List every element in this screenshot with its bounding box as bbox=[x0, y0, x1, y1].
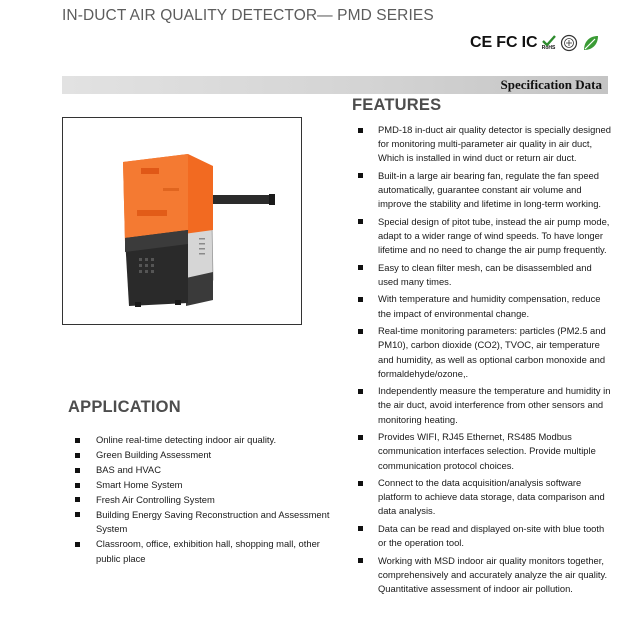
fcc-mark-icon: FC bbox=[496, 34, 518, 51]
application-item bbox=[74, 448, 344, 463]
feature-text: Provides WIFI, RJ45 Ethernet, RS485 Modbus communication interfaces selection. Provide multiple communication protocol choices. bbox=[378, 431, 596, 471]
features-list bbox=[356, 123, 612, 600]
certification-marks bbox=[470, 34, 600, 52]
feature-item bbox=[356, 476, 612, 519]
bullet-icon bbox=[75, 438, 80, 443]
bullet-icon bbox=[75, 542, 80, 547]
feature-item bbox=[356, 261, 612, 289]
bullet-icon bbox=[358, 558, 363, 563]
bullet-icon bbox=[358, 297, 363, 302]
feature-text: Connect to the data acquisition/analysis software platform to achieve data storage, data comparison and data analysis. bbox=[378, 477, 605, 517]
feature-item bbox=[356, 292, 612, 320]
bullet-icon bbox=[358, 219, 363, 224]
application-item bbox=[74, 478, 344, 493]
feature-item bbox=[356, 215, 612, 258]
bullet-icon bbox=[358, 329, 363, 334]
bullet-icon bbox=[358, 526, 363, 531]
features-heading: FEATURES bbox=[352, 96, 442, 114]
application-text: Online real-time detecting indoor air quality. bbox=[96, 434, 277, 445]
feature-text: Data can be read and displayed on-site with blue tooth or the operation tool. bbox=[378, 522, 605, 549]
bullet-icon bbox=[358, 481, 363, 486]
application-item bbox=[74, 463, 344, 478]
air-quality-detector-device-image bbox=[63, 118, 301, 324]
bullet-icon bbox=[358, 173, 363, 178]
green-leaf-cert-icon bbox=[582, 34, 600, 52]
specification-bar bbox=[62, 76, 608, 94]
rohs-label: RoHS bbox=[541, 45, 556, 51]
application-item bbox=[74, 433, 344, 448]
application-item bbox=[74, 493, 344, 508]
application-heading: APPLICATION bbox=[68, 398, 181, 416]
application-text: Smart Home System bbox=[96, 478, 183, 490]
feature-text: Built-in a large air bearing fan, regulate the fan speed automatically, guarantee constant air volume and improve the stability and lifetime in long-term working. bbox=[378, 169, 602, 210]
feature-item bbox=[356, 554, 612, 597]
ce-mark-icon: CE bbox=[470, 34, 493, 51]
application-text: Fresh Air Controlling System bbox=[96, 493, 215, 505]
specification-label: Specification Data bbox=[500, 77, 602, 92]
bullet-icon bbox=[358, 265, 363, 270]
feature-text: PMD-18 in-duct air quality detector is specially designed for monitoring multi-parameter air quality in air duct, Which is installed in wind duct or return air duct. bbox=[378, 124, 611, 164]
round-cert-seal-icon bbox=[560, 34, 578, 52]
bullet-icon bbox=[358, 389, 363, 394]
bullet-icon bbox=[358, 128, 363, 133]
application-list bbox=[74, 433, 344, 567]
document-title: IN-DUCT AIR QUALITY DETECTOR— PMD SERIES bbox=[62, 7, 434, 24]
application-text: Building Energy Saving Reconstruction and Assessment System bbox=[96, 508, 330, 535]
application-text: Classroom, office, exhibition hall, shopping mall, other public place bbox=[96, 538, 320, 565]
feature-text: Independently measure the temperature and humidity in the air duct, avoid interference from other sensors and monitoring heating. bbox=[378, 385, 611, 425]
bullet-icon bbox=[358, 435, 363, 440]
feature-item bbox=[356, 324, 612, 381]
feature-text: Working with MSD indoor air quality monitors together, comprehensively and accurately analyze the air quality. Quantitative assessment of indoor air pollution. bbox=[378, 554, 608, 595]
feature-text: Real-time monitoring parameters: particles (PM2.5 and PM10), carbon dioxide (CO2), TVOC, air temperature and humidity, as well as optional carbon monoxide and formaldehyde/ozone,. bbox=[378, 325, 606, 379]
application-item bbox=[74, 537, 344, 567]
feature-text: With temperature and humidity compensation, reduce the impact of environmental change. bbox=[378, 293, 601, 319]
product-photo bbox=[62, 117, 302, 325]
rohs-check-icon bbox=[542, 35, 556, 51]
bullet-icon bbox=[75, 468, 80, 473]
feature-item bbox=[356, 384, 612, 427]
application-text: BAS and HVAC bbox=[96, 463, 161, 475]
feature-item bbox=[356, 522, 612, 550]
feature-text: Easy to clean filter mesh, can be disassembled and used many times. bbox=[378, 261, 592, 287]
bullet-icon bbox=[75, 483, 80, 488]
feature-item bbox=[356, 123, 612, 166]
application-item bbox=[74, 508, 344, 538]
bullet-icon bbox=[75, 512, 80, 517]
bullet-icon bbox=[75, 497, 80, 502]
feature-item bbox=[356, 430, 612, 473]
ic-mark-icon: IC bbox=[521, 34, 538, 51]
application-text: Green Building Assessment bbox=[96, 448, 212, 460]
feature-text: Special design of pitot tube, instead the air pump mode, adapt to a wider range of wind speeds. To have longer lifetime and no need to change the air pump frequently. bbox=[378, 215, 610, 256]
bullet-icon bbox=[75, 453, 80, 458]
feature-item bbox=[356, 169, 612, 212]
